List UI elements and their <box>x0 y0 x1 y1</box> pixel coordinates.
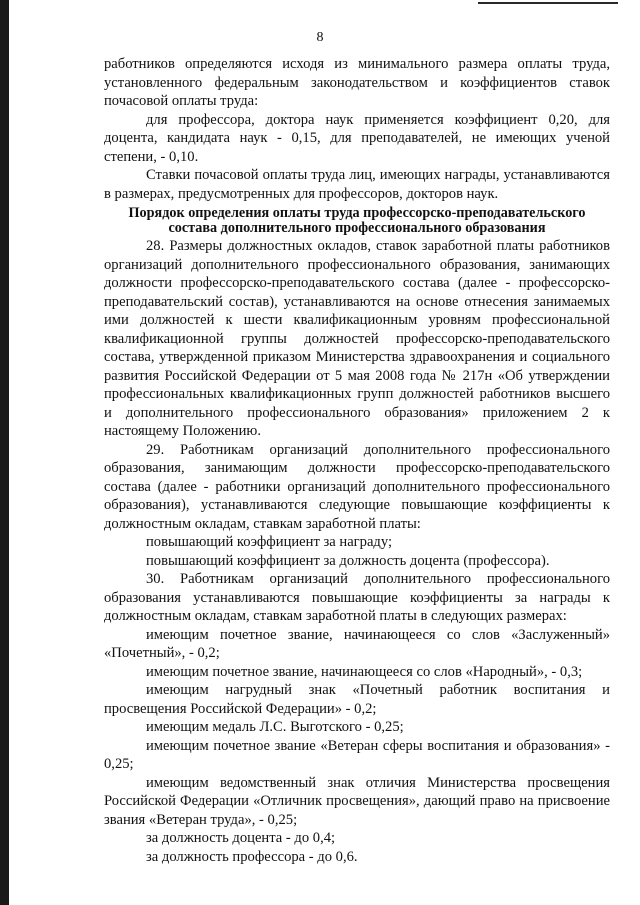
list-item-professor-position: за должность профессора - до 0,6. <box>146 848 358 865</box>
section-heading: Порядок определения оплаты труда профессорско-преподавательского состава дополнительного профессионального образования <box>128 205 586 236</box>
scan-top-line <box>478 2 618 4</box>
list-item-vygotsky-medal: имеющим медаль Л.С. Выготского - 0,25; <box>146 719 404 735</box>
paragraph-awarded-persons-rates: Ставки почасовой оплаты труда лиц, имеющих награды, устанавливаются в размерах, предусмотренных для профессоров, докторов наук. <box>104 167 610 202</box>
list-item-peoples-title: имеющим почетное звание, начинающееся со слов «Народный», - 0,3; <box>146 663 583 680</box>
paragraph-hourly-pay-intro: работников определяются исходя из минимального размера оплаты труда, установленного федеральным законодательством и коэффициентов ставок почасовой оплаты труда: <box>104 56 610 109</box>
document-body <box>104 55 610 866</box>
list-item-honored-title: имеющим почетное звание, начинающееся со слов «Заслуженный» «Почетный», - 0,2; <box>104 626 610 661</box>
paragraph-clause-29: 29. Работникам организаций дополнительного профессионального образования, занимающим должности профессорско-преподавательского состава (далее - работники организаций дополнительного профессионального образования), устанавливаются следующие повышающие коэффициенты к должностным окладам, ставкам заработной платы: <box>104 441 610 532</box>
list-item-badge: имеющим нагрудный знак «Почетный работник воспитания и просвещения Российской Федерации» - 0,2; <box>104 682 610 717</box>
list-item-award-coefficient: повышающий коэффициент за награду; <box>146 534 393 550</box>
list-item-position-coefficient: повышающий коэффициент за должность доцента (профессора). <box>146 552 550 569</box>
paragraph-clause-30: 30. Работникам организаций дополнительного профессионального образования устанавливаются повышающие коэффициенты за награды к должностным окладам, ставкам заработной платы в следующих размерах: <box>104 571 610 624</box>
paragraph-clause-28: 28. Размеры должностных окладов, ставок заработной платы работников организаций дополнительного профессионального образования, занимающих должности профессорско-преподавательского состава (далее - профессорско-преподавательский состав), устанавливаются на основе отнесения занимаемых ими должностей к шести квалификационным уровням профессиональной квалификационной группы должностей профессорско-преподавательского состава, утвержденной приказом Министерства здравоохранения и социального развития Российской Федерации от 5 мая 2008 года № 217н «Об утверждении профессиональных квалификационных групп должностей работников высшего и дополнительного профессионального образования» приложением 2 к настоящему Положению. <box>104 238 610 439</box>
list-item-docent-position: за должность доцента - до 0,4; <box>146 830 336 846</box>
list-item-excellence-badge: имеющим ведомственный знак отличия Министерства просвещения Российской Федерации «Отличник просвещения», дающий право на присвоение звания «Ветеран труда», - 0,25; <box>104 774 610 828</box>
paragraph-hourly-coefficients: для профессора, доктора наук применяется коэффициент 0,20, для доцента, кандидата наук - 0,15, для преподавателей, не имеющих ученой степени, - 0,10. <box>104 111 610 165</box>
scan-left-edge <box>0 0 9 905</box>
list-item-veteran-title: имеющим почетное звание «Ветеран сферы воспитания и образования» - 0,25; <box>104 737 610 772</box>
page-number: 8 <box>316 30 324 45</box>
